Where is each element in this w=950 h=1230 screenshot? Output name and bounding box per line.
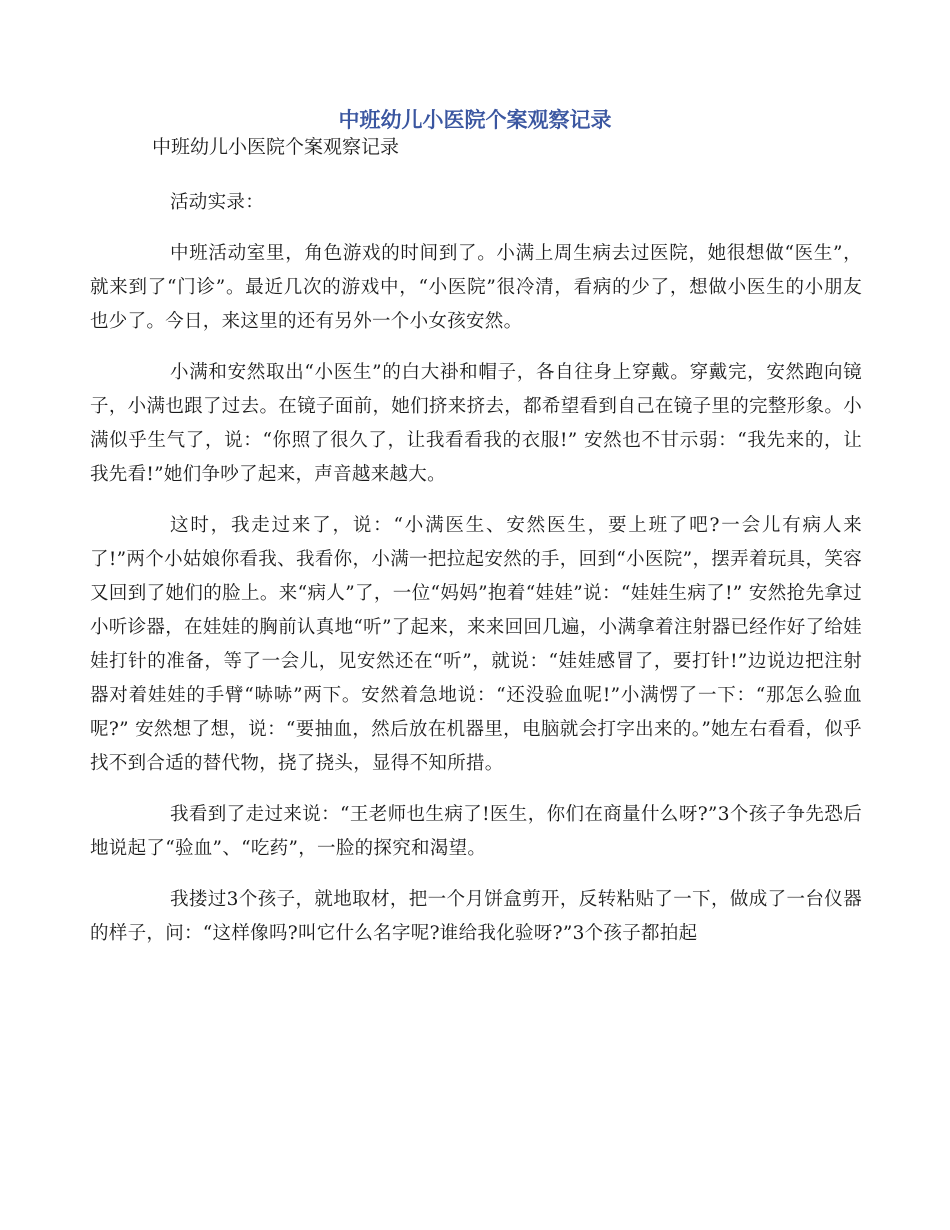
paragraph-activity-heading: 活动实录： [170, 192, 265, 213]
document-body [90, 186, 862, 968]
document-subtitle: 中班幼儿小医院个案观察记录 [152, 136, 400, 158]
paragraph: 小满和安然取出“小医生”的白大褂和帽子，各自往身上穿戴。穿戴完，安然跑向镜子，小满也跟了过去。在镜子面前，她们挤来挤去，都希望看到自己在镜子里的完整形象。小满似乎生气了，说：“你照了很久了，让我看看我的衣服!” 安然也不甘示弱：“我先来的，让我先看!”她们争吵了起来，声音越来越大。 [90, 362, 862, 485]
document-title: 中班幼儿小医院个案观察记录 [338, 107, 612, 132]
paragraph: 我搂过3个孩子，就地取材，把一个月饼盒剪开，反转粘贴了一下，做成了一台仪器的样子，问：“这样像吗?叫它什么名字呢?谁给我化验呀?”3个孩子都拍起 [90, 889, 862, 944]
paragraph: 中班活动室里，角色游戏的时间到了。小满上周生病去过医院，她很想做“医生”，就来到了“门诊”。最近几次的游戏中，“小医院”很冷清，看病的少了，想做小医生的小朋友也少了。今日，来这里的还有另外一个小女孩安然。 [90, 243, 862, 332]
paragraph: 这时，我走过来了，说：“小满医生、安然医生，要上班了吧?一会儿有病人来了!”两个小姑娘你看我、我看你，小满一把拉起安然的手，回到“小医院”，摆弄着玩具，笑容又回到了她们的脸上。来“病人”了，一位“妈妈”抱着“娃娃”说：“娃娃生病了!” 安然抢先拿过小听诊器，在娃娃的胸前认真地“听”了起来，来来回回几遍，小满拿着注射器已经作好了给娃娃打针的准备，等了一会儿，见安然还在“听”，就说：“娃娃感冒了，要打针!”边说边把注射器对着娃娃的手臂“哧哧”两下。安然着急地说：“还没验血呢!”小满愣了一下：“那怎么验血呢?” 安然想了想，说：“要抽血，然后放在机器里，电脑就会打字出来的。”她左右看看，似乎找不到合适的替代物，挠了挠头，显得不知所措。 [90, 515, 862, 774]
paragraph: 我看到了走过来说：“王老师也生病了!医生，你们在商量什么呀?”3个孩子争先恐后地说起了“验血”、“吃药”，一脸的探究和渴望。 [90, 804, 862, 859]
